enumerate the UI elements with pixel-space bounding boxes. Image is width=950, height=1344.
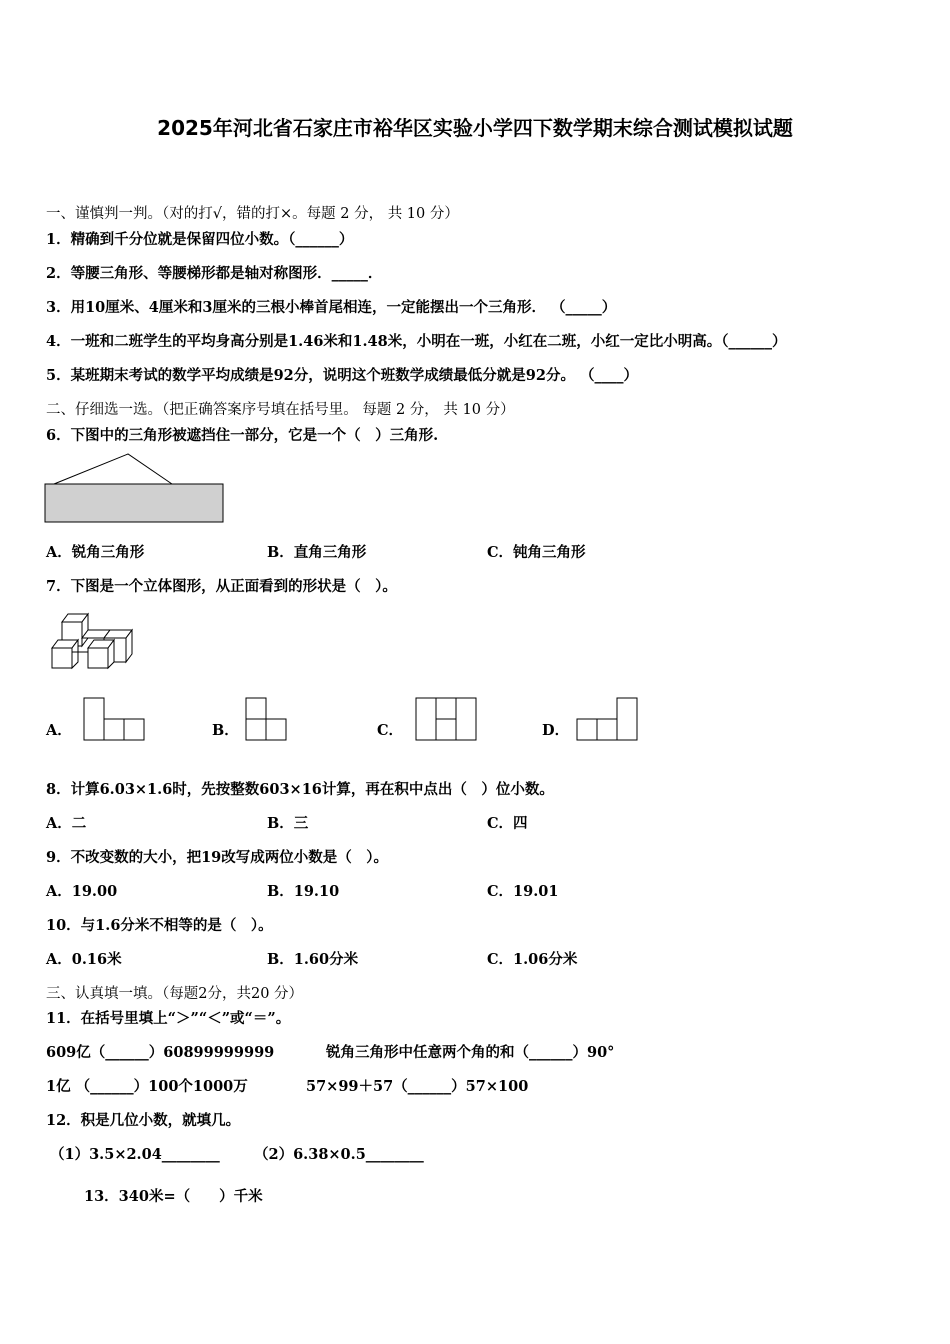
q6-option-c[interactable]: C．钝角三角形: [487, 544, 586, 561]
question-3: 3．用10厘米、4厘米和3厘米的三根小棒首尾相连，一定能摆出一个三角形． （_____）: [46, 299, 617, 316]
q7-option-d-figure[interactable]: [576, 697, 640, 741]
q7-option-b[interactable]: B．: [212, 722, 239, 739]
cube-solid-figure: [50, 610, 134, 672]
question-12: 12．积是几位小数，就填几。: [46, 1112, 241, 1129]
q10-option-a[interactable]: A．0.16米: [46, 951, 122, 968]
q10-option-c[interactable]: C．1.06分米: [487, 951, 578, 968]
section-1-header: 一、谨慎判一判。（对的打√，错的打×。每题 2 分， 共 10 分）: [46, 206, 459, 222]
q12-item-2: （2）6.38×0.5________: [254, 1146, 424, 1163]
q11-item-c: 1亿 （______）100个1000万: [46, 1078, 248, 1095]
q11-item-a: 609亿（______）60899999999: [46, 1044, 275, 1061]
question-6: 6．下图中的三角形被遮挡住一部分，它是一个（ ）三角形.: [46, 427, 439, 444]
question-9: 9．不改变数的大小，把19改写成两位小数是（ ）。: [46, 849, 389, 866]
section-3-header: 三、认真填一填。（每题2分，共20 分）: [46, 986, 304, 1002]
question-10: 10．与1.6分米不相等的是（ ）。: [46, 917, 273, 934]
question-11: 11．在括号里填上“＞”“＜”或“＝”。: [46, 1010, 291, 1027]
q8-option-a[interactable]: A．二: [46, 815, 87, 832]
question-8: 8．计算6.03×1.6时，先按整数603×16计算，再在积中点出（ ）位小数。: [46, 781, 554, 798]
q9-option-a[interactable]: A．19.00: [46, 883, 118, 900]
q7-option-a-figure[interactable]: [83, 697, 147, 741]
page-title: 2025年河北省石家庄市裕华区实验小学四下数学期末综合测试模拟试题: [157, 116, 793, 140]
question-7: 7．下图是一个立体图形，从正面看到的形状是（ ）。: [46, 578, 397, 595]
question-13: 13．340米=（ ）千米: [84, 1188, 263, 1205]
question-1: 1．精确到千分位就是保留四位小数。（______）: [46, 231, 354, 248]
q7-option-c[interactable]: C．: [377, 722, 404, 739]
q7-option-c-figure[interactable]: [415, 697, 479, 741]
q7-option-b-figure[interactable]: [245, 697, 289, 741]
question-5: 5．某班期末考试的数学平均成绩是92分，说明这个班数学成绩最低分就是92分。 （____）: [46, 367, 638, 384]
q10-option-b[interactable]: B．1.60分米: [267, 951, 359, 968]
question-4: 4．一班和二班学生的平均身高分别是1.46米和1.48米，小明在一班，小红在二班，小红一定比小明高。（______）: [46, 333, 787, 350]
q11-item-d: 57×99＋57（______）57×100: [306, 1078, 529, 1095]
q7-option-a[interactable]: A．: [46, 722, 72, 739]
section-2-header: 二、仔细选一选。（把正确答案序号填在括号里。 每题 2 分， 共 10 分）: [46, 402, 515, 418]
q7-option-d[interactable]: D．: [542, 722, 570, 739]
q6-option-b[interactable]: B．直角三角形: [267, 544, 367, 561]
q12-item-1: （1）3.5×2.04________: [50, 1146, 220, 1163]
question-2: 2．等腰三角形、等腰梯形都是轴对称图形．_____．: [46, 265, 383, 282]
q8-option-c[interactable]: C．四: [487, 815, 528, 832]
q6-option-a[interactable]: A．锐角三角形: [46, 544, 145, 561]
q11-item-b: 锐角三角形中任意两个角的和（______）90°: [326, 1044, 615, 1061]
hidden-triangle-figure: [44, 452, 226, 526]
q9-option-b[interactable]: B．19.10: [267, 883, 340, 900]
q9-option-c[interactable]: C．19.01: [487, 883, 559, 900]
q8-option-b[interactable]: B．三: [267, 815, 309, 832]
